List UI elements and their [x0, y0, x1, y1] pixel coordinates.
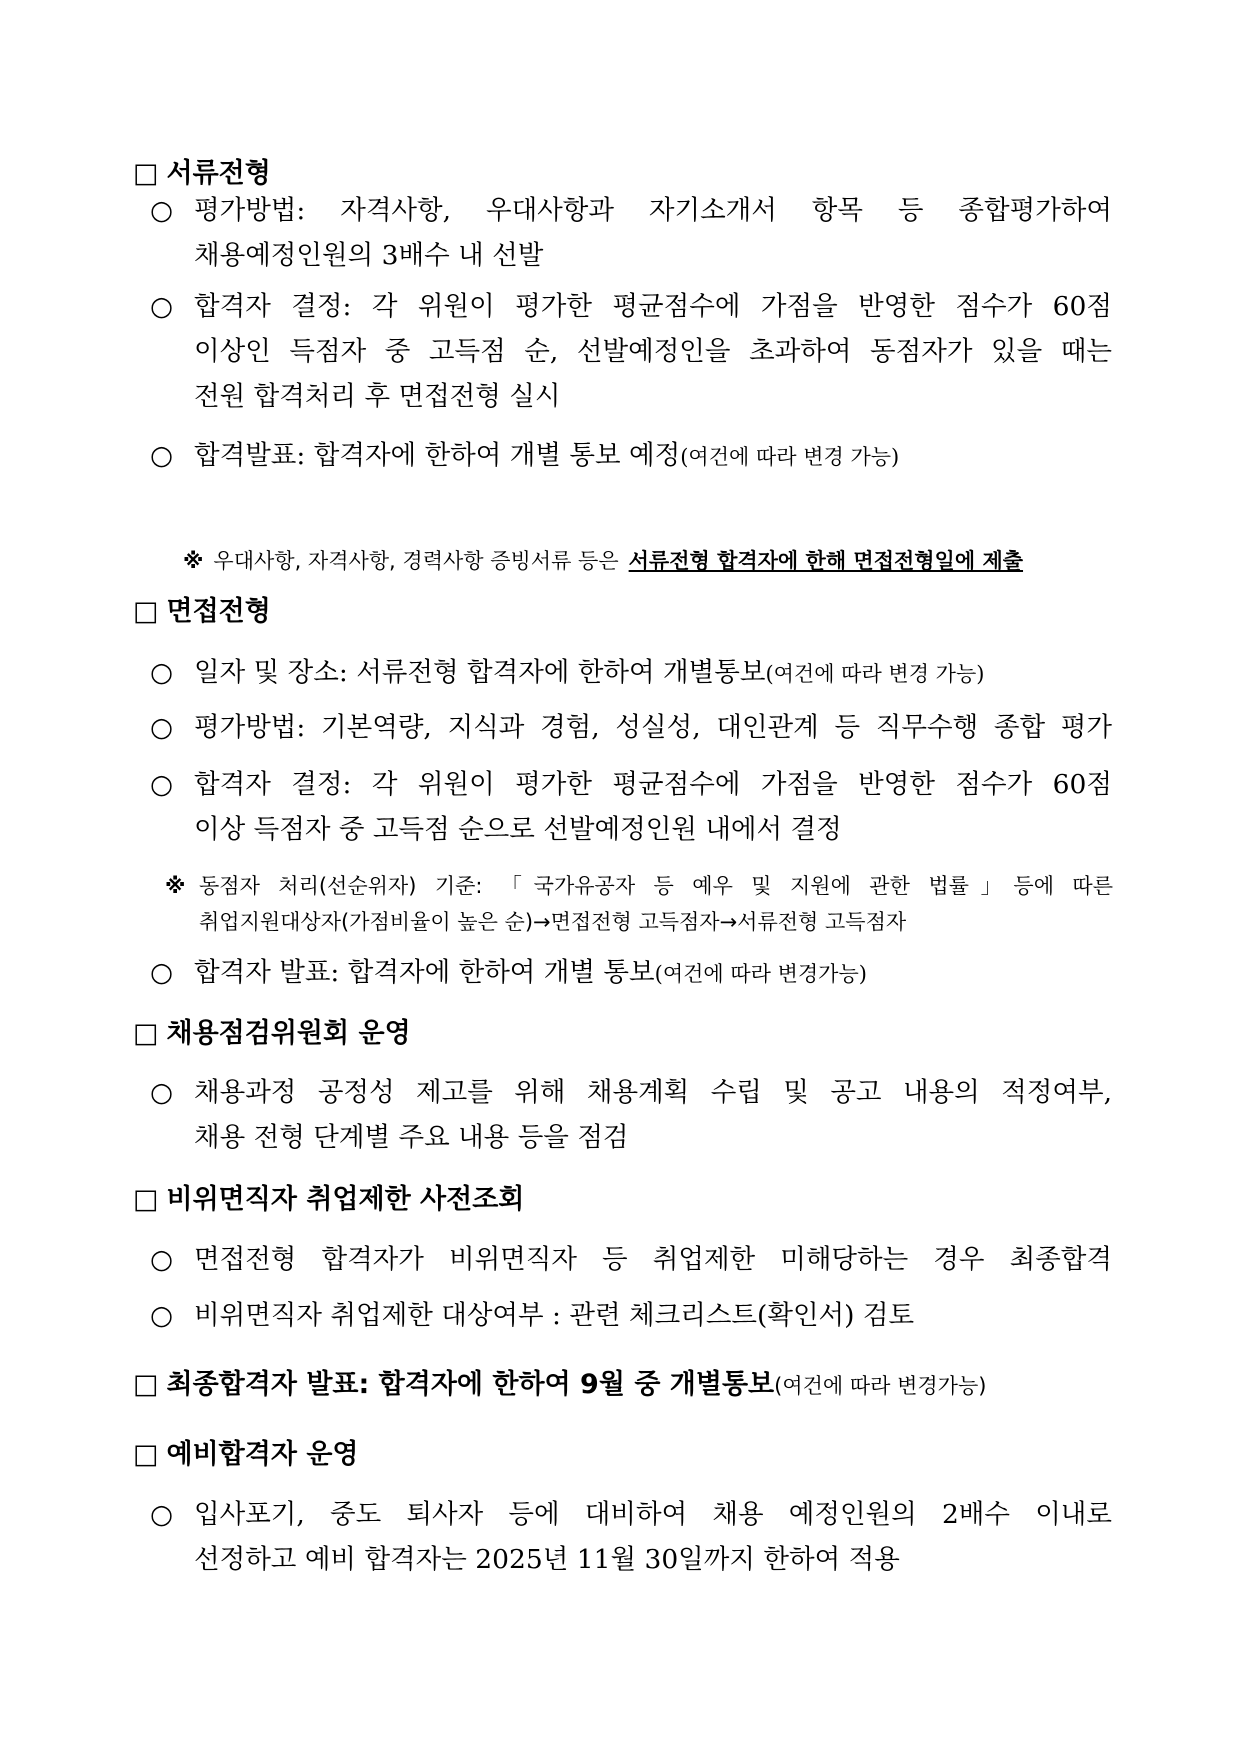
- circle-bullet-icon: ○: [150, 1244, 174, 1275]
- section-heading-misconduct-check: [133, 1182, 1133, 1218]
- list-item: [150, 762, 1112, 852]
- note-line: 취업지원대상자(가점비율이 높은 순)→면접전형 고득점자→서류전형 고득점자: [199, 910, 907, 934]
- note-evidence-documents: [183, 543, 1113, 579]
- section-title: 예비합격자 운영: [166, 1439, 359, 1470]
- checkbox-square-icon: □: [133, 596, 159, 627]
- note-mark: ※: [165, 874, 186, 898]
- list-item: [150, 433, 1112, 478]
- circle-bullet-icon: ○: [150, 1077, 174, 1108]
- list-item: [150, 1293, 1112, 1338]
- list-item: [150, 188, 1112, 278]
- item-line: 합격자 결정: 각 위원이 평가한 평균점수에 가점을 반영한 점수가 60점: [194, 769, 1112, 800]
- checkbox-square-icon: □: [133, 1369, 159, 1400]
- item-line: 채용예정인원의 3배수 내 선발: [194, 240, 544, 271]
- circle-bullet-icon: ○: [150, 712, 174, 743]
- item-line: 선정하고 예비 합격자는 2025년 11월 30일까지 한하여 적용: [194, 1544, 900, 1575]
- item-line: 이상 득점자 중 고득점 순으로 선발예정인원 내에서 결정: [194, 814, 842, 845]
- item-line: 평가방법: 자격사항, 우대사항과 자기소개서 항목 등 종합평가하여: [194, 195, 1112, 226]
- item-line: 전원 합격처리 후 면접전형 실시: [194, 381, 561, 412]
- section-heading-reserve-candidates: [133, 1437, 1133, 1473]
- circle-bullet-icon: ○: [150, 769, 174, 800]
- item-line: 채용과정 공정성 제고를 위해 채용계획 수립 및 공고 내용의 적정여부,: [194, 1077, 1112, 1108]
- note-text: 우대사항, 자격사항, 경력사항 증빙서류 등은: [213, 549, 619, 573]
- circle-bullet-icon: ○: [150, 1300, 174, 1331]
- circle-bullet-icon: ○: [150, 291, 174, 322]
- list-item: [150, 284, 1112, 419]
- section-title: 채용점검위원회 운영: [166, 1018, 411, 1049]
- section-title: 면접전형: [166, 596, 271, 627]
- section-title: 최종합격자 발표: 합격자에 한하여 9월 중 개별통보: [166, 1369, 775, 1400]
- item-line: 이상인 득점자 중 고득점 순, 선발예정인을 초과하여 동점자가 있을 때는: [194, 336, 1112, 367]
- list-item: [150, 1492, 1112, 1582]
- list-item: [150, 950, 1112, 995]
- item-paren-note: (여건에 따라 변경가능): [654, 962, 867, 986]
- checkbox-square-icon: □: [133, 158, 159, 189]
- section-heading-final-announcement: [133, 1367, 1133, 1404]
- note-line: 동점자 처리(선순위자) 기준: 「국가유공자 등 예우 및 지원에 관한 법률」등에 따른: [199, 874, 1113, 898]
- checkbox-square-icon: □: [133, 1018, 159, 1049]
- checkbox-square-icon: □: [133, 1439, 159, 1470]
- item-text: 합격발표: 합격자에 한하여 개별 통보 예정: [194, 440, 681, 471]
- circle-bullet-icon: ○: [150, 657, 174, 688]
- section-heading-interview: [133, 594, 1133, 630]
- circle-bullet-icon: ○: [150, 1499, 174, 1530]
- checkbox-square-icon: □: [133, 1184, 159, 1215]
- item-paren-note: (여건에 따라 변경 가능): [765, 662, 985, 686]
- item-paren-note: (여건에 따라 변경 가능): [680, 445, 900, 469]
- item-line: 합격자 결정: 각 위원이 평가한 평균점수에 가점을 반영한 점수가 60점: [194, 291, 1112, 322]
- item-text: 합격자 발표: 합격자에 한하여 개별 통보: [194, 957, 655, 988]
- circle-bullet-icon: ○: [150, 957, 174, 988]
- note-mark: ※: [183, 549, 204, 573]
- item-line: 채용 전형 단계별 주요 내용 등을 점검: [194, 1122, 629, 1153]
- list-item: [150, 1237, 1112, 1282]
- section-title: 비위면직자 취업제한 사전조회: [166, 1184, 525, 1215]
- item-text: 평가방법: 기본역량, 지식과 경험, 성실성, 대인관계 등 직무수행 종합 평가: [194, 712, 1112, 743]
- circle-bullet-icon: ○: [150, 440, 174, 471]
- section-paren-note: (여건에 따라 변경가능): [774, 1374, 987, 1398]
- circle-bullet-icon: ○: [150, 195, 174, 226]
- list-item: [150, 705, 1112, 750]
- item-line: 입사포기, 중도 퇴사자 등에 대비하여 채용 예정인원의 2배수 이내로: [194, 1499, 1112, 1530]
- section-heading-document-screening: [133, 156, 1133, 192]
- item-text: 일자 및 장소: 서류전형 합격자에 한하여 개별통보: [194, 657, 766, 688]
- section-title: 서류전형: [166, 158, 271, 189]
- note-underlined-text: 서류전형 합격자에 한해 면접전형일에 제출: [628, 549, 1024, 573]
- section-heading-inspection-committee: [133, 1016, 1133, 1052]
- item-text: 비위면직자 취업제한 대상여부 : 관련 체크리스트(확인서) 검토: [194, 1300, 915, 1331]
- list-item: [150, 650, 1112, 695]
- item-text: 면접전형 합격자가 비위면직자 등 취업제한 미해당하는 경우 최종합격: [194, 1244, 1112, 1275]
- list-item: [150, 1070, 1112, 1160]
